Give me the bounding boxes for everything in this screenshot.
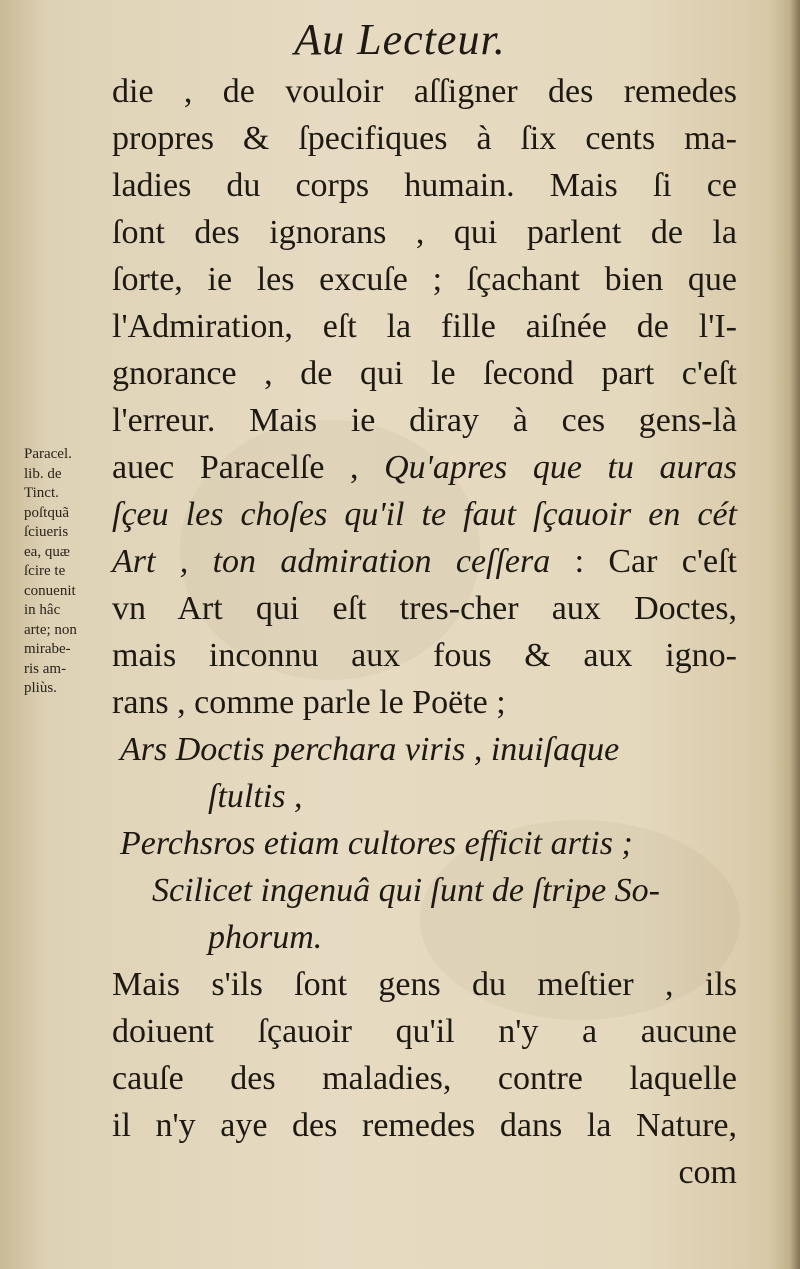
margin-note-line: in hâc xyxy=(24,602,61,618)
text-line: il n'y aye des remedes dans la Nature, xyxy=(112,1107,737,1144)
margin-note-line: ſciueris xyxy=(24,524,69,540)
text-line: phorum. xyxy=(208,919,323,956)
text-line: die , de vouloir aſſigner des remedes xyxy=(112,73,737,110)
page-spine-shadow xyxy=(790,0,800,1269)
text-line: doiuent ſçauoir qu'il n'y a aucune xyxy=(112,1013,737,1050)
text-line: Scilicet ingenuâ qui ſunt de ſtripe So- xyxy=(152,872,661,909)
text-line: Mais s'ils ſont gens du meſtier , ils xyxy=(112,966,737,1003)
margin-note-line: lib. de xyxy=(24,465,62,482)
text-line: ſçeu les choſes qu'il te faut ſçauoir en cét xyxy=(112,496,737,533)
text-line: Ars Doctis perchara viris , inuiſaque xyxy=(120,731,620,768)
text-line: l'erreur. Mais ie diray à ces gens-là xyxy=(112,402,737,439)
line-segment: auec Paracelſe , xyxy=(112,449,385,486)
text-line: l'Admiration, eſt la fille aiſnée de l'I- xyxy=(112,308,737,345)
text-line: rans , comme parle le Poëte ; xyxy=(112,684,506,721)
margin-note-line: ſcire te xyxy=(24,563,66,579)
text-line: com xyxy=(678,1154,737,1191)
text-line: gnorance , de qui le ſecond part c'eſt xyxy=(112,355,737,392)
text-line: vn Art qui eſt tres-cher aux Doctes, xyxy=(112,590,737,627)
text-line: ladies du corps humain. Mais ſi ce xyxy=(112,167,737,204)
margin-note-line: ea, quæ xyxy=(24,543,70,560)
text-line xyxy=(112,538,737,585)
margin-note-line: poſtquã xyxy=(24,504,69,521)
margin-note-line: ris am- xyxy=(24,660,67,677)
text-line: ſorte, ie les excuſe ; ſçachant bien que xyxy=(112,261,737,298)
margin-note-line: conuenit xyxy=(24,582,76,599)
margin-note-line: arte; non xyxy=(24,621,77,638)
margin-note-line: Paracel. xyxy=(24,446,72,462)
text-line: propres & ſpecifiques à ſix cents ma- xyxy=(112,120,737,157)
text-line: ſont des ignorans , qui parlent de la xyxy=(112,214,737,251)
margin-note xyxy=(24,445,110,699)
line-segment: : Car c'eſt xyxy=(550,543,737,580)
text-line: cauſe des maladies, contre laquelle xyxy=(112,1060,737,1097)
body-text xyxy=(112,68,737,1196)
text-line xyxy=(112,444,737,491)
text-line: ſtultis , xyxy=(208,778,303,815)
margin-note-line: pliùs. xyxy=(24,680,57,696)
line-segment-italic: Art , ton admiration ceſſera xyxy=(112,543,551,580)
line-segment-italic: Qu'apres que tu auras xyxy=(384,449,737,486)
text-line: Perchsros etiam cultores efficit artis ; xyxy=(120,825,633,862)
margin-note-line: mirabe- xyxy=(24,641,71,657)
margin-note-line: Tinct. xyxy=(24,485,59,501)
text-line: mais inconnu aux fous & aux igno- xyxy=(112,637,737,674)
running-header: Au Lecteur. xyxy=(294,15,506,64)
